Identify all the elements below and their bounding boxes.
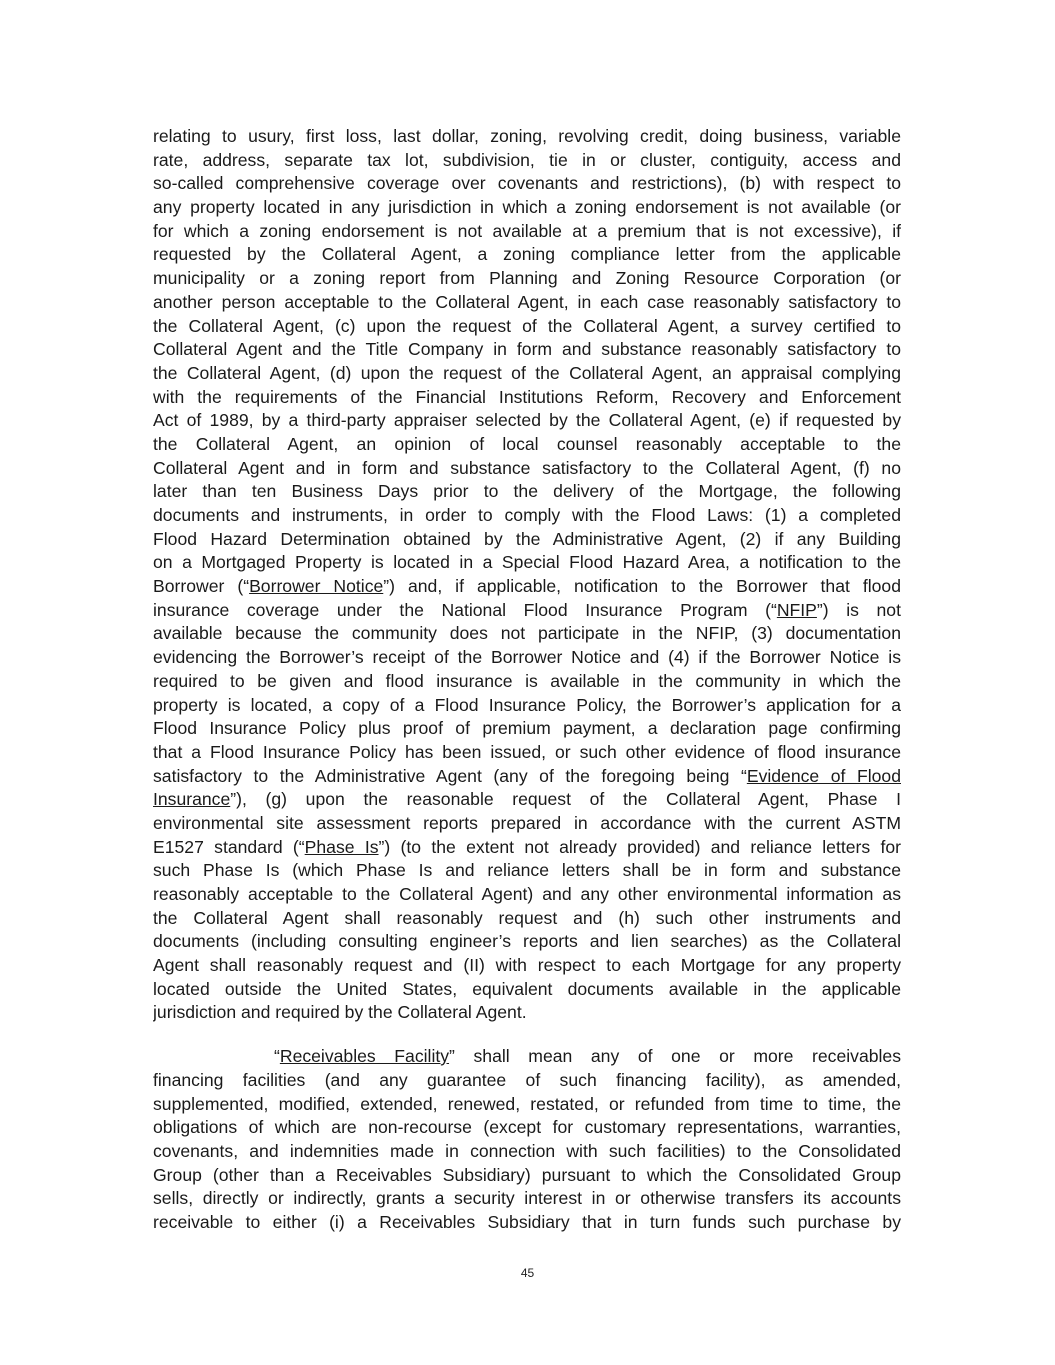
defined-term-evidence-of-flood-insurance: Insurance	[153, 789, 231, 810]
text-line	[153, 575, 901, 599]
text-line: the Collateral Agent, (c) upon the request of the Collateral Agent, a survey certified to	[153, 315, 901, 336]
text-line: requested by the Collateral Agent, a zoning compliance letter from the applicable	[153, 244, 901, 265]
text-segment: ”) (to the extent not already provided) and reliance letters for	[378, 836, 901, 857]
text-line: later than ten Business Days prior to the delivery of the Mortgage, the following	[153, 481, 901, 502]
text-line: environmental site assessment reports prepared in accordance with the current ASTM	[153, 812, 901, 833]
text-line: the Collateral Agent shall reasonably request and (h) such other instruments and	[153, 907, 901, 928]
text-line: covenants, and indemnities made in connection with such facilities) to the Consolidated	[153, 1140, 901, 1161]
text-segment: ”) is not	[816, 599, 901, 620]
text-segment: satisfactory to the Administrative Agent (any of the foregoing being “	[153, 765, 747, 786]
text-line	[153, 788, 901, 812]
text-segment: ” shall mean any of one or more receivables	[449, 1046, 901, 1067]
defined-term-receivables-facility: Receivables Facility	[279, 1046, 450, 1067]
text-line: for which a zoning endorsement is not available at a premium that is not excessive), if	[153, 220, 901, 241]
text-segment: ”), (g) upon the reasonable request of the Collateral Agent, Phase I	[230, 789, 901, 810]
text-line: that a Flood Insurance Policy has been issued, or such other evidence of flood insurance	[153, 741, 901, 762]
text-line: Act of 1989, by a third-party appraiser selected by the Collateral Agent, (e) if requested by	[153, 410, 901, 431]
text-line: property is located, a copy of a Flood Insurance Policy, the Borrower’s application for a	[153, 694, 901, 715]
text-line	[153, 836, 901, 860]
page-body	[153, 125, 901, 1235]
text-line: another person acceptable to the Collateral Agent, in each case reasonably satisfactory to	[153, 291, 901, 312]
text-line: Collateral Agent and in form and substance satisfactory to the Collateral Agent, (f) no	[153, 457, 901, 478]
text-line: reasonably acceptable to the Collateral Agent) and any other environmental information as	[153, 884, 901, 904]
text-line: documents and instruments, in order to comply with the Flood Laws: (1) a completed	[153, 505, 901, 525]
paragraph-receivables-facility	[153, 1045, 901, 1235]
text-line: any property located in any jurisdiction in which a zoning endorsement is not available (or	[153, 197, 901, 218]
text-line: Flood Insurance Policy plus proof of premium payment, a declaration page confirming	[153, 718, 901, 739]
text-line: municipality or a zoning report from Planning and Zoning Resource Corporation (or	[153, 268, 901, 289]
text-line: so-called comprehensive coverage over covenants and restrictions), (b) with respect to	[153, 173, 901, 194]
text-line: on a Mortgaged Property is located in a Special Flood Hazard Area, a notification to the	[153, 552, 901, 573]
defined-term-evidence-of-flood-insurance: Evidence of Flood	[746, 765, 901, 786]
text-line	[153, 765, 901, 789]
text-line: evidencing the Borrower’s receipt of the Borrower Notice and (4) if the Borrower Notice is	[153, 647, 901, 668]
text-line: the Collateral Agent, an opinion of local counsel reasonably acceptable to the	[153, 433, 901, 454]
text-line: Group (other than a Receivables Subsidiary) pursuant to which the Consolidated Group	[153, 1164, 901, 1185]
text-segment: insurance coverage under the National Flood Insurance Program (“	[153, 599, 777, 620]
text-line	[153, 599, 901, 623]
text-segment: Borrower (“	[153, 576, 250, 597]
text-segment: “	[274, 1046, 280, 1067]
text-line: receivable to either (i) a Receivables Subsidiary that in turn funds such purchase by	[153, 1211, 901, 1232]
text-line: documents (including consulting engineer’s reports and lien searches) as the Collateral	[153, 931, 901, 952]
paragraph-mortgage-deliverables	[153, 125, 901, 1025]
text-line: rate, address, separate tax lot, subdivision, tie in or cluster, contiguity, access and	[153, 149, 901, 170]
text-line: relating to usury, first loss, last dollar, zoning, revolving credit, doing business, variable	[153, 126, 901, 146]
text-line: jurisdiction and required by the Collateral Agent.	[153, 1002, 527, 1023]
text-line: Collateral Agent and the Title Company in form and substance reasonably satisfactory to	[153, 339, 901, 360]
text-line: the Collateral Agent, (d) upon the request of the Collateral Agent, an appraisal complying	[153, 362, 901, 383]
text-line: required to be given and flood insurance is available in the community in which the	[153, 670, 901, 691]
text-line: obligations of which are non-recourse (except for customary representations, warranties,	[153, 1117, 901, 1138]
text-line: Agent shall reasonably request and (II) with respect to each Mortgage for any property	[153, 955, 901, 976]
text-line	[153, 1045, 901, 1069]
text-line: sells, directly or indirectly, grants a security interest in or otherwise transfers its accounts	[153, 1188, 901, 1209]
text-segment: E1527 standard (“	[153, 836, 305, 857]
text-line: supplemented, modified, extended, renewed, restated, or refunded from time to time, the	[153, 1093, 901, 1114]
text-segment: ”) and, if applicable, notification to the Borrower that flood	[383, 576, 901, 597]
defined-term-phase-is: Phase Is	[304, 836, 379, 857]
text-line: such Phase Is (which Phase Is and reliance letters shall be in form and substance	[153, 860, 901, 881]
text-line: available because the community does not participate in the NFIP, (3) documentation	[153, 623, 901, 644]
text-line: with the requirements of the Financial Institutions Reform, Recovery and Enforcement	[153, 386, 901, 407]
page-number: 45	[520, 1266, 535, 1280]
text-line: financing facilities (and any guarantee of such financing facility), as amended,	[153, 1069, 901, 1090]
paragraph-spacer	[153, 1025, 901, 1045]
defined-term-borrower-notice: Borrower Notice	[249, 576, 384, 597]
text-line: Flood Hazard Determination obtained by the Administrative Agent, (2) if any Building	[153, 528, 901, 549]
text-line: located outside the United States, equivalent documents available in the applicable	[153, 978, 901, 999]
defined-term-nfip: NFIP	[776, 599, 817, 620]
